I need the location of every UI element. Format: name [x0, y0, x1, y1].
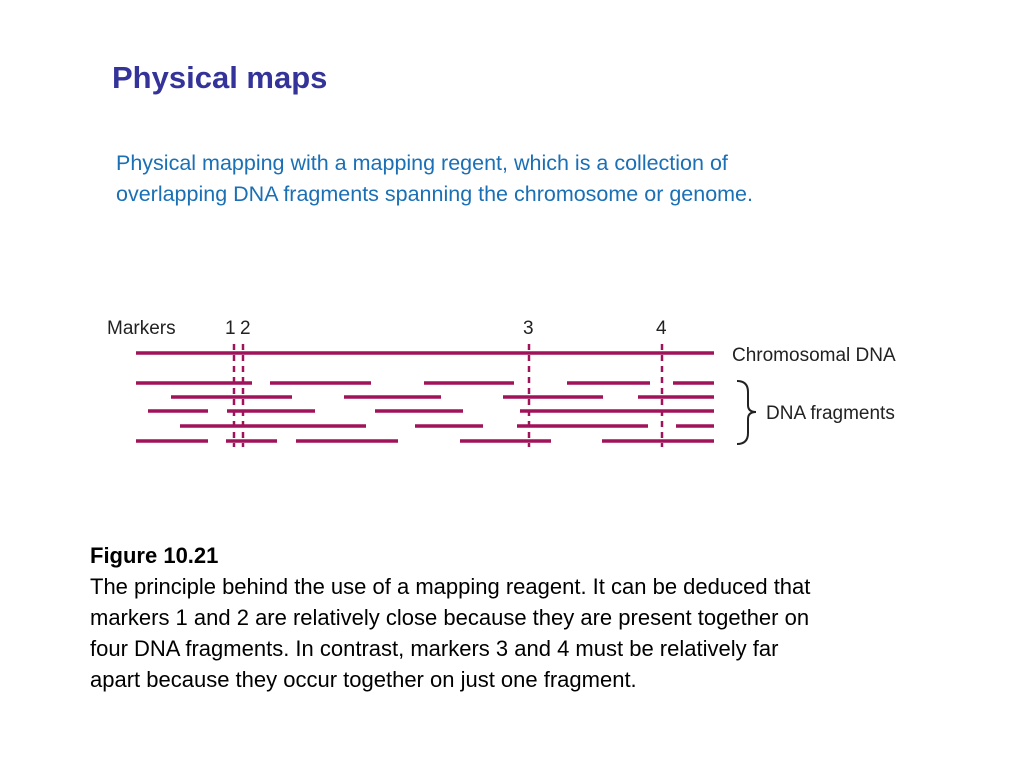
figure-label: Figure 10.21	[90, 543, 219, 568]
marker-label-2: 2	[240, 318, 251, 339]
dna-fragments-label: DNA fragments	[766, 403, 895, 424]
intro-line-2: overlapping DNA fragments spanning the chromosome or genome.	[116, 182, 753, 206]
intro-line-1: Physical mapping with a mapping regent, which is a collection of	[116, 151, 728, 175]
caption-line-3: four DNA fragments. In contrast, markers 3 and 4 must be relatively far	[90, 636, 779, 661]
chromosomal-dna-label: Chromosomal DNA	[732, 345, 896, 366]
marker-label-4: 4	[656, 318, 667, 339]
intro-text	[116, 148, 916, 210]
caption-line-2: markers 1 and 2 are relatively close because they are present together on	[90, 605, 810, 630]
marker-label-1: 1	[225, 318, 236, 339]
figure-caption	[90, 540, 950, 695]
slide-title: Physical maps	[112, 60, 328, 95]
markers-label: Markers	[107, 318, 176, 339]
marker-label-3: 3	[523, 318, 534, 339]
fragments-brace	[737, 381, 756, 444]
physical-map-diagram	[0, 300, 1024, 460]
caption-line-4: apart because they occur together on just one fragment.	[90, 667, 637, 692]
caption-line-1: The principle behind the use of a mapping reagent. It can be deduced that	[90, 574, 811, 599]
